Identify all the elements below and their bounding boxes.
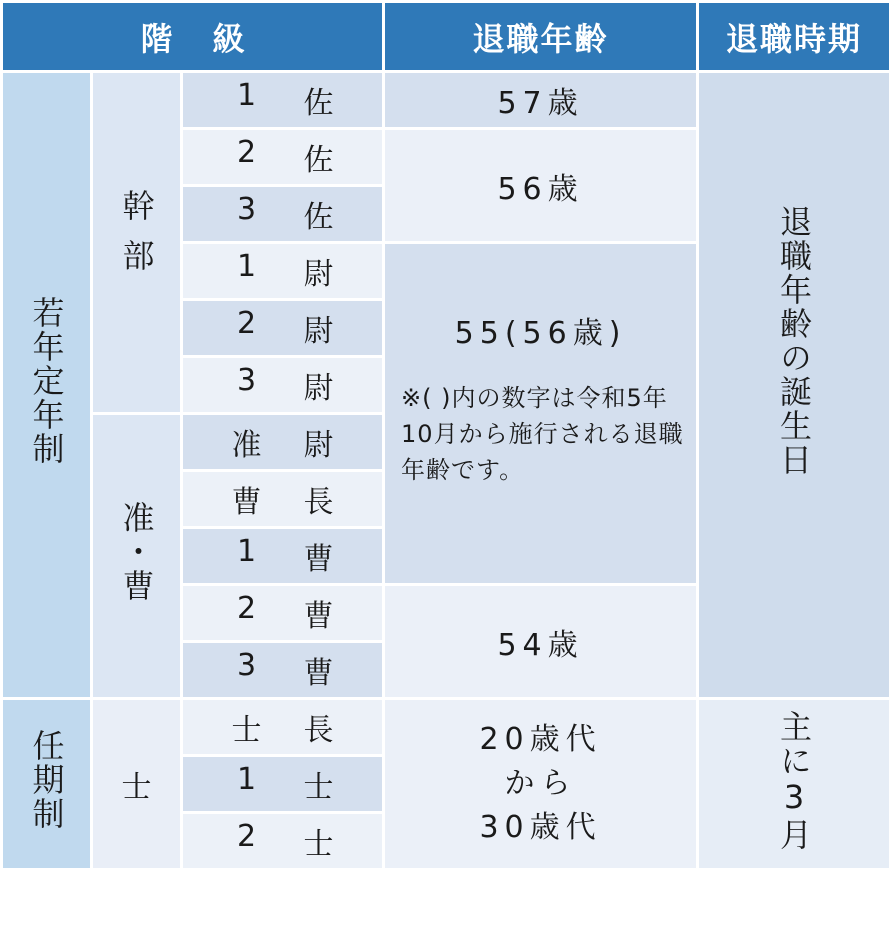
category-wakanen-label: 若年定年制	[27, 296, 66, 466]
subcategory-kanbu	[92, 72, 182, 414]
age-56: 56歳	[384, 129, 698, 243]
timing-wakanen-label: 退職年齢の誕生日	[775, 205, 814, 477]
age-54: 54歳	[384, 585, 698, 699]
subcategory-jun-so-label: 准・曹	[117, 501, 156, 603]
subcategory-shi	[92, 699, 182, 870]
table-row	[2, 72, 889, 129]
subcategory-shi-label: 士	[121, 770, 152, 805]
header-row	[2, 2, 889, 72]
rank-cell: 3 佐	[182, 186, 384, 243]
timing-wakanen	[698, 72, 889, 699]
category-ninki-label: 任期制	[27, 729, 66, 831]
subcategory-kanbu-label: 幹部	[117, 188, 156, 289]
table-row	[2, 699, 889, 756]
timing-ninki-label: 主に3月	[775, 710, 814, 852]
rank-cell: 2 曹	[182, 585, 384, 642]
age-note: ※( )内の数字は令和5年10月から施行される退職年齢です。	[401, 384, 684, 484]
age-20s-30s: 20歳代 から 30歳代	[384, 699, 698, 870]
age-57: 57歳	[384, 72, 698, 129]
rank-cell: 3 曹	[182, 642, 384, 699]
rank-cell: 2 尉	[182, 300, 384, 357]
rank-cell: 曹 長	[182, 471, 384, 528]
header-rank: 階級	[2, 2, 384, 72]
header-retire-timing: 退職時期	[698, 2, 889, 72]
rank-cell: 2 士	[182, 813, 384, 870]
rank-cell: 准 尉	[182, 414, 384, 471]
category-ninki	[2, 699, 92, 870]
header-retire-age: 退職年齢	[384, 2, 698, 72]
rank-cell: 士 長	[182, 699, 384, 756]
rank-cell: 3 尉	[182, 357, 384, 414]
timing-ninki	[698, 699, 889, 870]
rank-cell: 1 曹	[182, 528, 384, 585]
category-wakanen	[2, 72, 92, 699]
rank-cell: 1 士	[182, 756, 384, 813]
rank-cell: 2 佐	[182, 129, 384, 186]
rank-cell: 1 佐	[182, 72, 384, 129]
age-55-main: 55(56歳)	[454, 316, 627, 351]
age-55-group	[384, 243, 698, 585]
rank-cell: 1 尉	[182, 243, 384, 300]
subcategory-jun-so	[92, 414, 182, 699]
